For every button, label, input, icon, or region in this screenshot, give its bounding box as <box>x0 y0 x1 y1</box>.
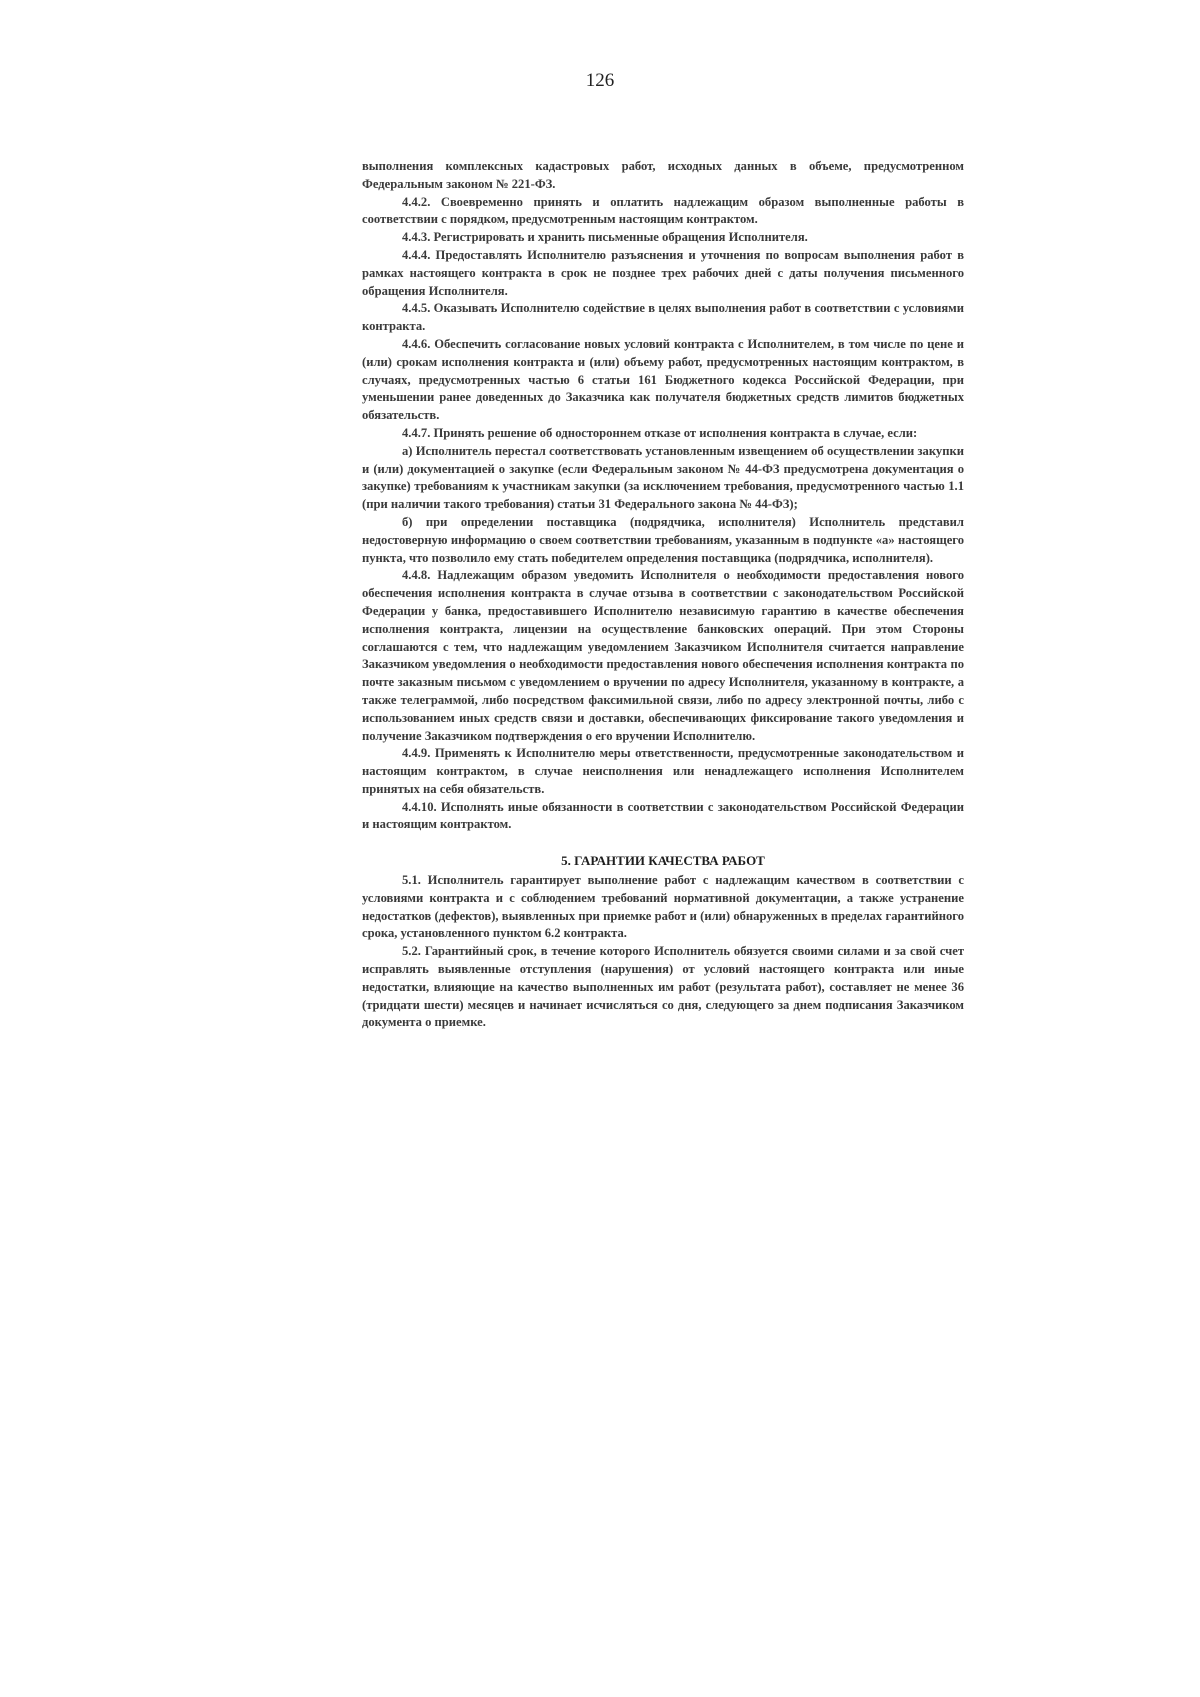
paragraph-4-4-3: 4.4.3. Регистрировать и хранить письменные обращения Исполнителя. <box>402 230 808 245</box>
paragraph-4-4-7-b: б) при определении поставщика (подрядчика, исполнителя) Исполнитель представил недостоверную информацию о своем соответствии требованиям, указанным в подпункте «а» настоящего пункта, что позволило ему стать победителем определения поставщика (подрядчика, исполнителя). <box>362 514 964 565</box>
paragraph-4-4-6: 4.4.6. Обеспечить согласование новых условий контракта с Исполнителем, в том числе по цене и (или) срокам исполнения контракта и (или) объему работ, предусмотренных настоящим контрактом, в случаях, предусмотренных частью 6 статьи 161 Бюджетного кодекса Российской Федерации, при уменьшении ранее доведенных до Заказчика как получателя бюджетных средств лимитов бюджетных обязательств. <box>362 336 964 423</box>
paragraph-4-4-4: 4.4.4. Предоставлять Исполнителю разъяснения и уточнения по вопросам выполнения работ в рамках настоящего контракта в срок не позднее трех рабочих дней с даты получения письменного обращения Исполнителя. <box>362 247 964 298</box>
paragraph-4-4-2: 4.4.2. Своевременно принять и оплатить надлежащим образом выполненные работы в соответствии с порядком, предусмотренным настоящим контрактом. <box>362 194 964 227</box>
paragraph-4-4-9: 4.4.9. Применять к Исполнителю меры ответственности, предусмотренные законодательством и настоящим контрактом, в случае неисполнения или ненадлежащего исполнения Исполнителем принятых на себя обязательств. <box>362 746 964 796</box>
page-number: 126 <box>585 70 615 91</box>
document-body <box>362 158 964 1032</box>
paragraph-4-4-10: 4.4.10. Исполнять иные обязанности в соответствии с законодательством Российской Федерации и настоящим контрактом. <box>362 799 964 832</box>
paragraph-5-1: 5.1. Исполнитель гарантирует выполнение работ с надлежащим качеством в соответствии с условиями контракта и с соблюдением требований нормативной документации, а также устранение недостатков (дефектов), выявленных при приемке работ и (или) обнаруженных в пределах гарантийного срока, установленного пунктом 6.2 контракта. <box>362 873 964 941</box>
section-title: 5. ГАРАНТИИ КАЧЕСТВА РАБОТ <box>561 853 765 869</box>
paragraph-4-4-8: 4.4.8. Надлежащим образом уведомить Исполнителя о необходимости предоставления нового обеспечения исполнения контракта в случае отзыва в соответствии с законодательством Российской Федерации у банка, предоставившего Исполнителю независимую гарантию в качестве обеспечения исполнения контракта, лицензии на осуществление банковских операций. При этом Стороны соглашаются с тем, что надлежащим уведомлением Заказчиком Исполнителя считается направление Заказчиком уведомления о необходимости предоставления нового обеспечения исполнения контракта по почте заказным письмом с уведомлением о вручении по адресу Исполнителя, указанному в контракте, а также телеграммой, либо посредством факсимильной связи, либо по адресу электронной почты, либо с использованием иных средств связи и доставки, обеспечивающих фиксирование такого уведомления и получение Заказчиком подтверждения о его вручении Исполнителю. <box>362 568 964 743</box>
paragraph-5-2: 5.2. Гарантийный срок, в течение которого Исполнитель обязуется своими силами и за свой счет исправлять выявленные отступления (нарушения) от условий настоящего контракта или иные недостатки, влияющие на качество выполненных им работ (результата работ), составляет не менее 36 (тридцати шести) месяцев и начинает исчисляться со дня, следующего за днем подписания Заказчиком документа о приемке. <box>362 944 964 1030</box>
paragraph-4-4-7: 4.4.7. Принять решение об одностороннем отказе от исполнения контракта в случае, если: <box>402 425 918 440</box>
paragraph-4-4-5: 4.4.5. Оказывать Исполнителю содействие в целях выполнения работ в соответствии с условиями контракта. <box>362 301 964 334</box>
paragraph-continuation: выполнения комплексных кадастровых работ, исходных данных в объеме, предусмотренном Федеральным законом № 221-ФЗ. <box>362 159 964 191</box>
paragraph-4-4-7-a: а) Исполнитель перестал соответствовать установленным извещением об осуществлении закупки и (или) документацией о закупке (если Федеральным законом № 44-ФЗ предусмотрена документация о закупке) требованиям к участникам закупки (за исключением требования, предусмотренного частью 1.1 (при наличии такого требования) статьи 31 Федерального закона № 44-ФЗ); <box>362 443 964 512</box>
